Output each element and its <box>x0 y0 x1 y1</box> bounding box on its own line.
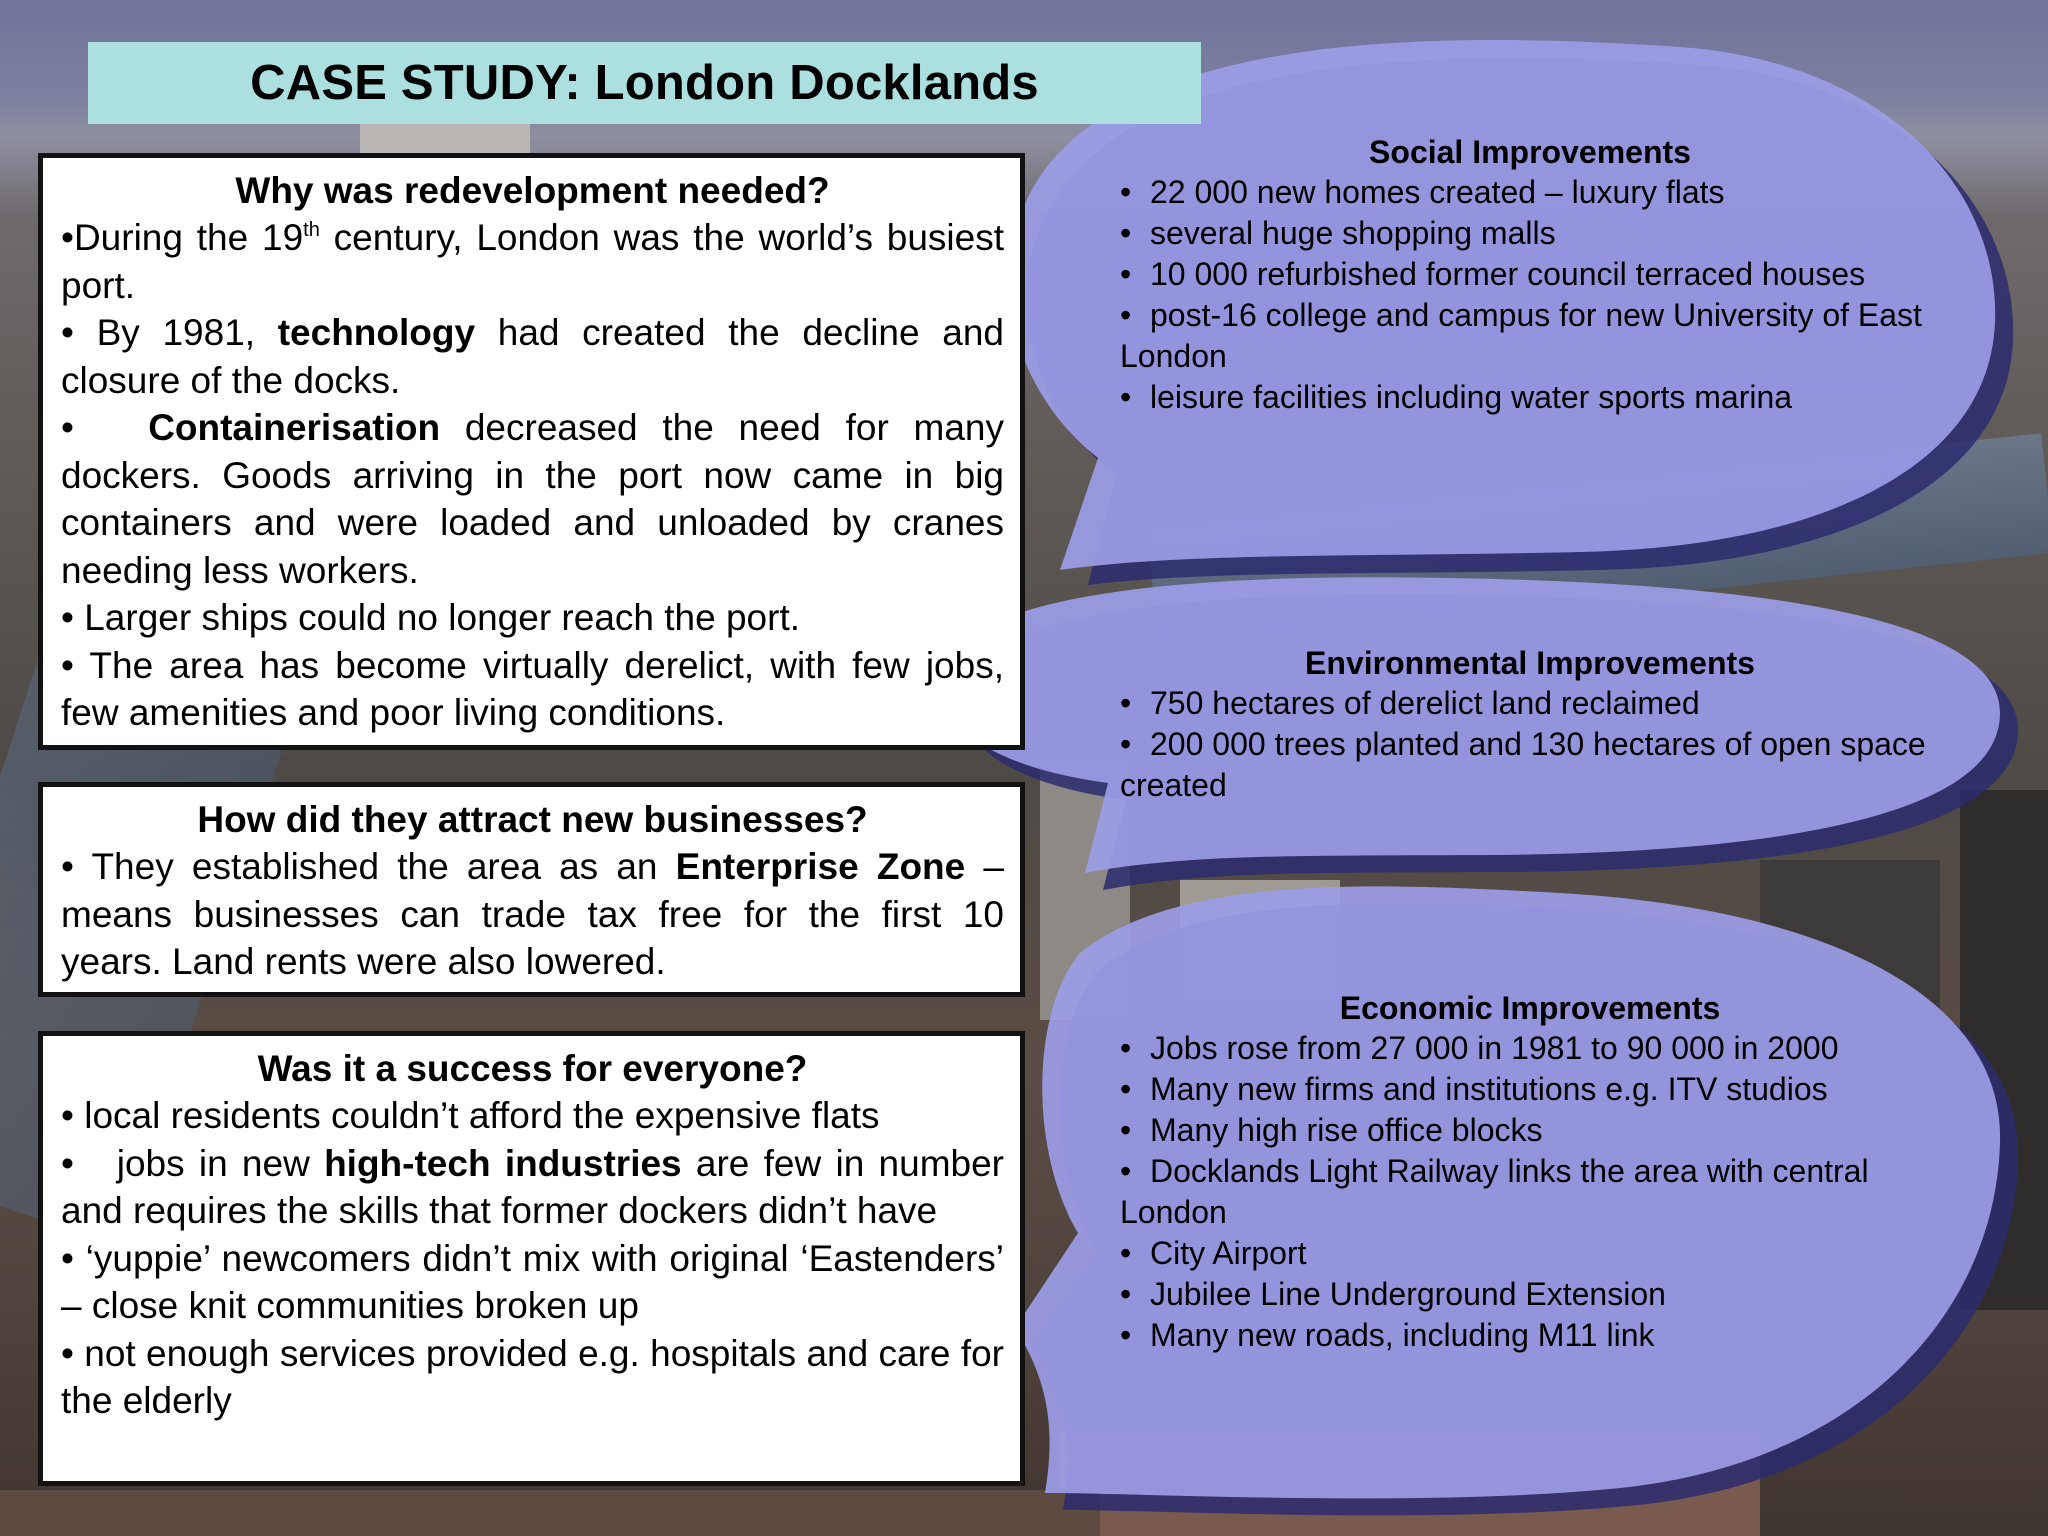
success-point-1: • local residents couldn’t afford the expensive flats <box>61 1095 880 1136</box>
success-point-2-text-a: • jobs in new <box>61 1142 325 1184</box>
social-item <box>1120 295 1940 377</box>
economic-item <box>1120 1151 1940 1233</box>
economic-item-text: Many new roads, including M11 link <box>1150 1317 1655 1353</box>
bullet-icon: • <box>1120 379 1132 415</box>
why-point-3-text-a: • <box>61 407 149 448</box>
why-point-5: • The area has become virtually derelict, with few jobs, few amenities and poor living conditions. <box>61 644 1004 733</box>
social-item-text: leisure facilities including water sports marina <box>1150 379 1793 415</box>
how-point-1 <box>61 843 1004 986</box>
bullet-icon: • <box>1120 215 1132 251</box>
attract-businesses-box <box>38 782 1025 997</box>
economic-item-text: Jubilee Line Underground Extension <box>1150 1276 1666 1312</box>
success-point-2-text-b: are few in number and requires the skills that former dockers didn’t have <box>61 1142 1004 1231</box>
economic-item <box>1120 1110 1940 1151</box>
how-point-1-text-b: – means businesses can trade tax free for the first 10 years. Land rents were also lowered. <box>61 846 1004 982</box>
success-box <box>38 1031 1025 1486</box>
economic-item <box>1120 1274 1940 1315</box>
bullet-icon: • <box>1120 1276 1132 1312</box>
economic-item <box>1120 1028 1940 1069</box>
title-bar <box>88 42 1201 124</box>
bullet-icon: • <box>1120 256 1132 292</box>
social-item-text: 22 000 new homes created – luxury flats <box>1150 174 1725 210</box>
environmental-item-text: 200 000 trees planted and 130 hectares of open space created <box>1120 726 1926 803</box>
environmental-item <box>1120 724 1940 806</box>
why-point-2 <box>61 309 1004 404</box>
social-item <box>1120 377 1940 418</box>
why-point-2-bold: technology <box>277 312 476 353</box>
environmental-heading: Environmental Improvements <box>1305 645 1755 681</box>
economic-item-text: City Airport <box>1150 1235 1307 1271</box>
why-point-2-text-a: • By 1981, <box>61 312 278 353</box>
economic-item <box>1120 1233 1940 1274</box>
why-point-4: • Larger ships could no longer reach the port. <box>61 597 801 638</box>
economic-item-text: Many high rise office blocks <box>1150 1112 1543 1148</box>
why-heading: Why was redevelopment needed? <box>235 170 830 211</box>
environmental-item <box>1120 683 1940 724</box>
economic-item-text: Jobs rose from 27 000 in 1981 to 90 000 in 2000 <box>1150 1030 1839 1066</box>
success-point-4: • not enough services provided e.g. hospitals and care for the elderly <box>61 1332 1004 1421</box>
social-item-text: several huge shopping malls <box>1150 215 1556 251</box>
why-redevelopment-box <box>38 153 1025 750</box>
economic-improvements <box>1120 988 1940 1356</box>
economic-heading: Economic Improvements <box>1339 990 1721 1026</box>
page-title: CASE STUDY: London Docklands <box>250 56 1039 110</box>
bullet-icon: • <box>1120 1235 1132 1271</box>
how-point-1-text-a: • They established the area as an <box>61 846 676 887</box>
why-point-3 <box>61 404 1004 594</box>
bullet-icon: • <box>1120 685 1132 721</box>
success-point-2-bold: high-tech industries <box>324 1142 682 1184</box>
bullet-icon: • <box>1120 1071 1132 1107</box>
why-point-3-text-b: decreased the need for many dockers. Goods arriving in the port now came in big containers and were loaded and unloaded by cranes needing less workers. <box>61 407 1005 591</box>
social-item <box>1120 172 1940 213</box>
why-point-1-text-b: century, London was the world’s busiest port. <box>61 217 1004 306</box>
why-point-1 <box>61 214 1004 309</box>
bullet-icon: • <box>1120 1112 1132 1148</box>
why-point-1-text-a: •During the 19 <box>61 217 304 258</box>
economic-item <box>1120 1315 1940 1356</box>
social-item <box>1120 254 1940 295</box>
economic-item <box>1120 1069 1940 1110</box>
social-item <box>1120 213 1940 254</box>
social-heading: Social Improvements <box>1369 134 1691 170</box>
how-heading: How did they attract new businesses? <box>197 799 868 840</box>
success-point-2 <box>61 1140 1004 1235</box>
success-heading: Was it a success for everyone? <box>257 1048 808 1089</box>
success-point-3: • ‘yuppie’ newcomers didn’t mix with original ‘Eastenders’ – close knit communities broken up <box>61 1237 1004 1326</box>
bullet-icon: • <box>1120 1030 1132 1066</box>
how-point-1-bold: Enterprise Zone <box>675 846 966 887</box>
environmental-improvements <box>1120 643 1940 806</box>
social-item-text: post-16 college and campus for new University of East London <box>1120 297 1922 374</box>
social-improvements <box>1120 132 1940 418</box>
why-point-1-superscript: th <box>303 219 320 241</box>
bullet-icon: • <box>1120 1317 1132 1353</box>
economic-item-text: Docklands Light Railway links the area with central London <box>1120 1153 1869 1230</box>
why-point-3-bold: Containerisation <box>148 407 441 448</box>
bullet-icon: • <box>1120 174 1132 210</box>
environmental-item-text: 750 hectares of derelict land reclaimed <box>1150 685 1700 721</box>
why-point-2-text-b: had created the decline and closure of the docks. <box>61 312 1004 401</box>
bullet-icon: • <box>1120 297 1132 333</box>
bullet-icon: • <box>1120 726 1132 762</box>
bullet-icon: • <box>1120 1153 1132 1189</box>
economic-item-text: Many new firms and institutions e.g. ITV studios <box>1150 1071 1828 1107</box>
social-item-text: 10 000 refurbished former council terraced houses <box>1150 256 1866 292</box>
